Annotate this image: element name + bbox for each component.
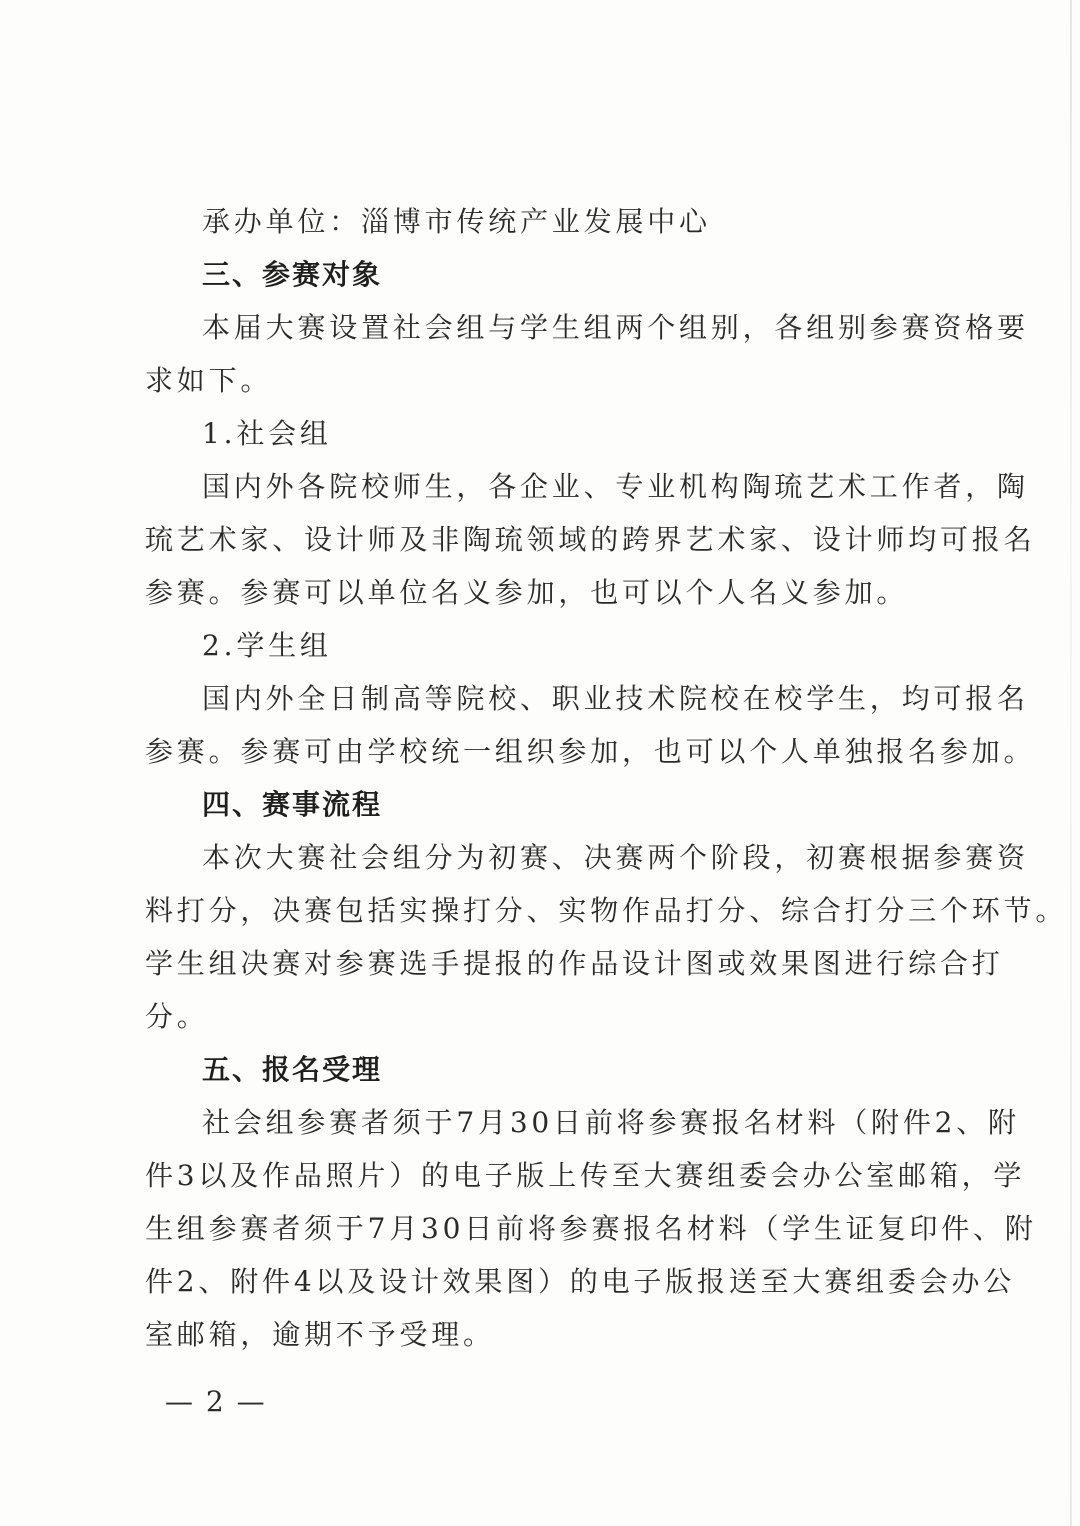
paragraph-line: 国内外全日制高等院校、职业技术院校在校学生，均可报名: [202, 682, 1029, 715]
paragraph-line: 本次大赛社会组分为初赛、决赛两个阶段，初赛根据参赛资: [202, 841, 1029, 874]
paragraph-line: 琉艺术家、设计师及非陶琉领域的跨界艺术家、设计师均可报名: [145, 523, 1036, 556]
paragraph-line: 分。: [145, 1000, 209, 1033]
organizer-line: 承办单位：淄博市传统产业发展中心: [202, 205, 711, 238]
paragraph-line: 件3以及作品照片）的电子版上传至大赛组委会办公室邮箱，学: [145, 1159, 1026, 1192]
document-body: [145, 195, 1068, 1361]
paragraph-line: 室邮箱，逾期不予受理。: [145, 1318, 495, 1351]
paragraph-line: 参赛。参赛可以单位名义参加，也可以个人名义参加。: [145, 576, 909, 609]
paragraph-line: 社会组参赛者须于7月30日前将参赛报名材料（附件2、附: [202, 1106, 1020, 1139]
section-heading-4: 四、赛事流程: [202, 788, 383, 821]
section-heading-3: 三、参赛对象: [202, 258, 383, 291]
paragraph-line: 国内外各院校师生，各企业、专业机构陶琉艺术工作者，陶: [202, 470, 1029, 503]
paragraph-line: 参赛。参赛可由学校统一组织参加，也可以个人单独报名参加。: [145, 735, 1036, 768]
section-heading-5: 五、报名受理: [202, 1053, 383, 1086]
paragraph-line: 学生组决赛对参赛选手提报的作品设计图或效果图进行综合打: [145, 947, 1004, 980]
paragraph-line: 生组参赛者须于7月30日前将参赛报名材料（学生证复印件、附: [145, 1212, 1037, 1245]
subheading-social-group: 1.社会组: [202, 417, 332, 450]
paragraph-line: 件2、附件4以及设计效果图）的电子版报送至大赛组委会办公: [145, 1265, 1016, 1298]
paragraph-line: 求如下。: [145, 364, 273, 397]
page-edge: [1070, 0, 1072, 1526]
subheading-student-group: 2.学生组: [202, 629, 332, 662]
page-number: — 2 —: [165, 1385, 267, 1418]
paragraph-line: 料打分，决赛包括实操打分、实物作品打分、综合打分三个环节。: [145, 894, 1068, 927]
paragraph-line: 本届大赛设置社会组与学生组两个组别，各组别参赛资格要: [202, 311, 1029, 344]
